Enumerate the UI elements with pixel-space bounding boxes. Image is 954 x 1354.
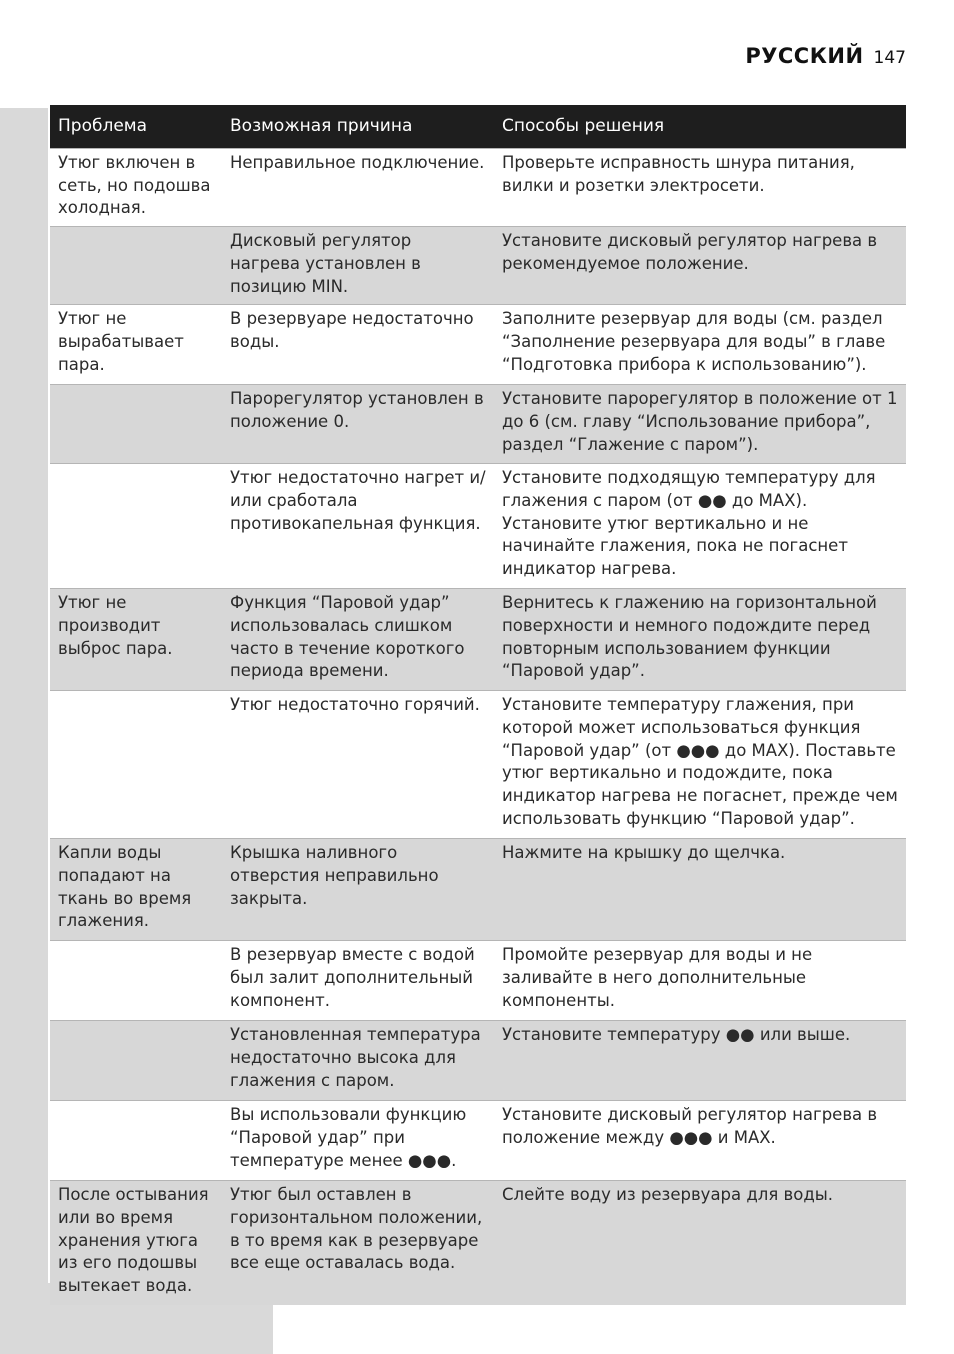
cause-cell: В резервуаре недостаточно воды. (222, 305, 494, 385)
solution-cell: Проверьте исправность шнура питания, вилки и розетки электросети. (494, 149, 906, 227)
cause-cell: Неправильное подключение. (222, 149, 494, 227)
table-row (50, 464, 906, 589)
cause-cell: Вы использовали функцию “Паровой удар” при температуре менее ●●●. (222, 1101, 494, 1181)
table-row (50, 305, 906, 385)
table-row (50, 691, 906, 839)
column-header-solution: Способы решения (494, 105, 906, 149)
solution-cell: Установите парорегулятор в положение от 1 до 6 (см. главу “Использование прибора”, раздел “Глажение с паром”). (494, 385, 906, 464)
page-number: 147 (873, 48, 906, 68)
table-row (50, 1181, 906, 1305)
table-row (50, 1101, 906, 1181)
problem-cell (50, 464, 222, 589)
table-row (50, 227, 906, 305)
problem-cell: Капли воды попадают на ткань во время глажения. (50, 839, 222, 941)
solution-cell: Установите дисковый регулятор нагрева в положение между ●●● и MAX. (494, 1101, 906, 1181)
solution-cell: Заполните резервуар для воды (см. раздел “Заполнение резервуара для воды” в главе “Подготовка прибора к использованию”). (494, 305, 906, 385)
solution-cell: Вернитесь к глажению на горизонтальной поверхности и немного подождите перед повторным использованием функции “Паровой удар”. (494, 589, 906, 691)
problem-cell (50, 941, 222, 1021)
troubleshooting-table (50, 105, 906, 1305)
cause-cell: Крышка наливного отверстия неправильно закрыта. (222, 839, 494, 941)
table-row (50, 589, 906, 691)
cause-cell: Установленная температура недостаточно высока для глажения с паром. (222, 1021, 494, 1101)
solution-cell: Нажмите на крышку до щелчка. (494, 839, 906, 941)
cause-cell: Дисковый регулятор нагрева установлен в позицию MIN. (222, 227, 494, 305)
solution-cell: Установите температуру глажения, при которой может использоваться функция “Паровой удар” (от ●●● до MAX). Поставьте утюг вертикально и подождите, пока индикатор нагрева не погаснет, прежде чем использовать функцию “Паровой удар”. (494, 691, 906, 839)
language-label: РУССКИЙ (745, 44, 864, 68)
problem-cell (50, 691, 222, 839)
cause-cell: Утюг недостаточно горячий. (222, 691, 494, 839)
problem-cell (50, 1021, 222, 1101)
problem-cell: Утюг не вырабатывает пара. (50, 305, 222, 385)
table-row (50, 1021, 906, 1101)
table-row (50, 149, 906, 227)
table-body (50, 149, 906, 1305)
solution-cell: Промойте резервуар для воды и не заливайте в него дополнительные компоненты. (494, 941, 906, 1021)
solution-cell: Установите температуру ●● или выше. (494, 1021, 906, 1101)
cause-cell: Функция “Паровой удар” использовалась слишком часто в течение короткого периода времени. (222, 589, 494, 691)
solution-cell: Слейте воду из резервуара для воды. (494, 1181, 906, 1305)
solution-cell: Установите дисковый регулятор нагрева в рекомендуемое положение. (494, 227, 906, 305)
solution-cell: Установите подходящую температуру для глажения с паром (от ●● до MAX). Установите утюг вертикально и не начинайте глажения, пока не погаснет индикатор нагрева. (494, 464, 906, 589)
cause-cell: Парорегулятор установлен в положение 0. (222, 385, 494, 464)
page-header (745, 44, 906, 68)
table-header-row (50, 105, 906, 149)
table-row (50, 385, 906, 464)
cause-cell: В резервуар вместе с водой был залит дополнительный компонент. (222, 941, 494, 1021)
problem-cell (50, 1101, 222, 1181)
problem-cell (50, 227, 222, 305)
column-header-problem: Проблема (50, 105, 222, 149)
problem-cell: После остывания или во время хранения утюга из его подошвы вытекает вода. (50, 1181, 222, 1305)
table-row (50, 941, 906, 1021)
column-header-cause: Возможная причина (222, 105, 494, 149)
problem-cell: Утюг не производит выброс пара. (50, 589, 222, 691)
problem-cell (50, 385, 222, 464)
problem-cell: Утюг включен в сеть, но подошва холодная. (50, 149, 222, 227)
left-margin-bar (0, 108, 48, 1354)
cause-cell: Утюг недостаточно нагрет и/или сработала противокапельная функция. (222, 464, 494, 589)
table-row (50, 839, 906, 941)
cause-cell: Утюг был оставлен в горизонтальном положении, в то время как в резервуаре все еще оставалась вода. (222, 1181, 494, 1305)
